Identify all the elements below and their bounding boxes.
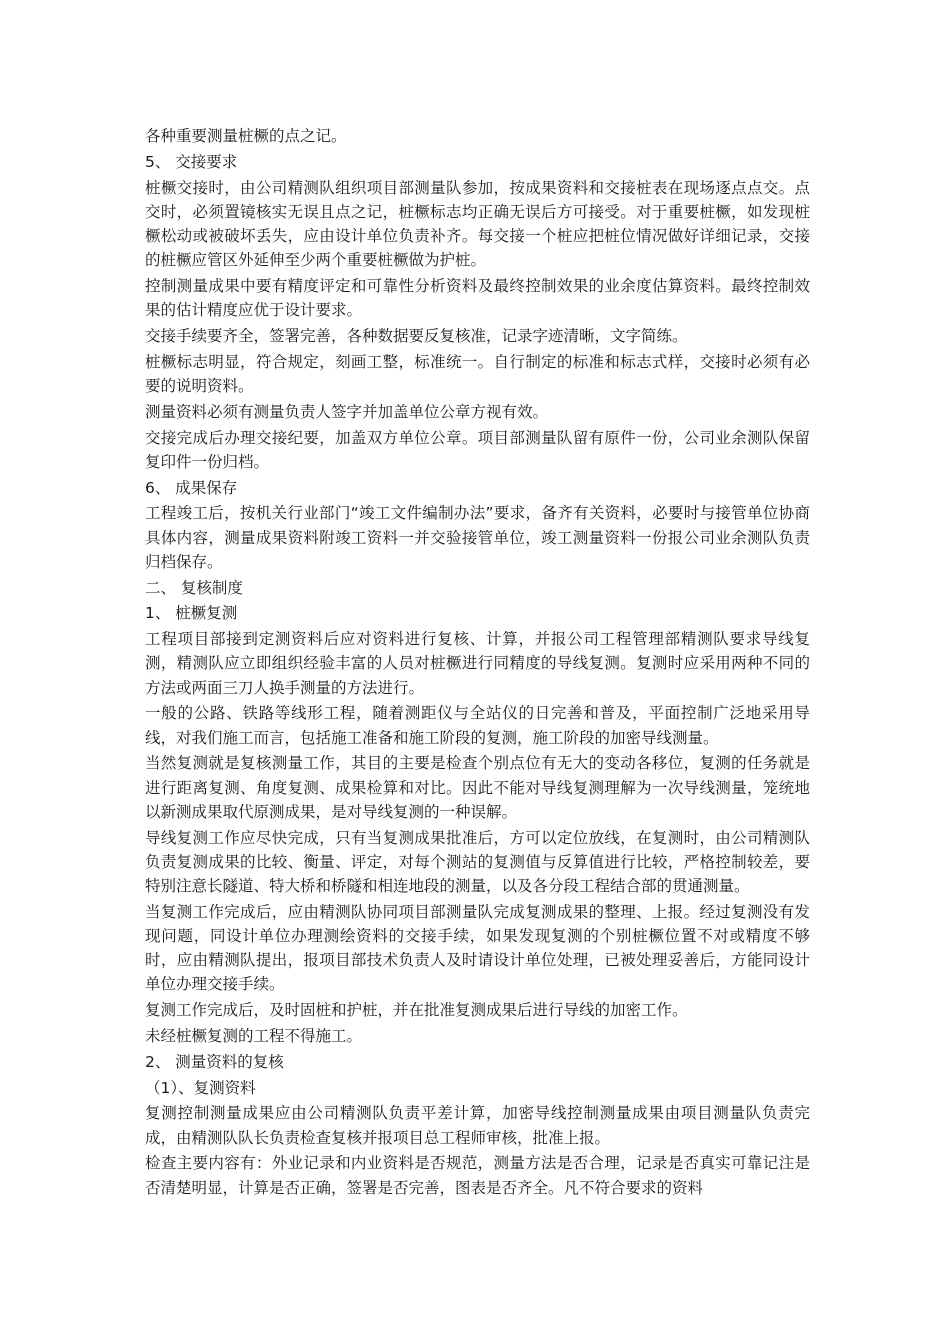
- section-heading: 1、 桩橛复测: [145, 604, 238, 623]
- chapter-heading: 二、 复核制度: [145, 578, 243, 597]
- paragraph: 控制测量成果中要有精度评定和可靠性分析资料及最终控制效果的业余度估算资料。最终控制效果的估计精度应优于设计要求。: [145, 277, 810, 320]
- paragraph: 导线复测工作应尽快完成，只有当复测成果批准后，方可以定位放线，在复测时，由公司精测队负责复测成果的比较、衡量、评定，对每个测站的复测值与反算值进行比较，严格控制较差，要特别注意长隧道、特大桥和桥隧和相连地段的测量，以及各分段工程结合部的贯通测量。: [145, 828, 810, 895]
- section-heading: 6、 成果保存: [145, 478, 238, 497]
- paragraph: 复测控制测量成果应由公司精测队负责平差计算，加密导线控制测量成果由项目测量队负责完成，由精测队队长负责检查复核并报项目总工程师审核，批准上报。: [145, 1104, 810, 1147]
- paragraph: 测量资料必须有测量负责人签字并加盖单位公章方视有效。: [145, 402, 549, 421]
- paragraph: 复测工作完成后，及时固桩和护桩，并在批准复测成果后进行导线的加密工作。: [145, 1001, 688, 1020]
- paragraph: 工程项目部接到定测资料后应对资料进行复核、计算，并报公司工程管理部精测队要求导线复测，精测队应立即组织经验丰富的人员对桩橛进行同精度的导线复测。复测时应采用两种不同的方法或两面三刀人换手测量的方法进行。: [145, 630, 810, 697]
- paragraph: 未经桩橛复测的工程不得施工。: [145, 1027, 363, 1045]
- section-heading: 2、 测量资料的复核: [145, 1052, 284, 1071]
- paragraph: 工程竣工后，按机关行业部门“竣工文件编制办法”要求，备齐有关资料，必要时与接管单位协商具体内容，测量成果资料附竣工资料一并交验接管单位，竣工测量资料一份报公司业余测队负责归档保存。: [145, 504, 810, 571]
- paragraph: 各种重要测量桩橛的点之记。: [145, 127, 347, 145]
- subsection-heading: （1）、复测资料: [145, 1078, 256, 1097]
- paragraph: 桩橛交接时，由公司精测队组织项目部测量队参加，按成果资料和交接桩表在现场逐点点交。点交时，必须置镜核实无误且点之记，桩橛标志均正确无误后方可接受。对于重要桩橛，如发现桩橛松动或被破坏丢失，应由设计单位负责补齐。每交接一个桩应把桩位情况做好详细记录，交接的桩橛应管区外延伸至少两个重要桩橛做为护桩。: [145, 178, 810, 270]
- paragraph: 检查主要内容有：外业记录和内业资料是否规范，测量方法是否合理，记录是否真实可靠记注是否清楚明显，计算是否正确，签署是否完善，图表是否齐全。凡不符合要求的资料: [145, 1154, 810, 1197]
- paragraph: 当复测工作完成后，应由精测队协同项目部测量队完成复测成果的整理、上报。经过复测没有发现问题，同设计单位办理测绘资料的交接手续，如果发现复测的个别桩橛位置不对或精度不够时，应由精测队提出，报项目部技术负责人及时请设计单位处理，已被处理妥善后，方能同设计单位办理交接手续。: [145, 902, 810, 994]
- paragraph: 交接手续要齐全，签署完善，各种数据要反复核准，记录字迹清晰，文字简练。: [145, 327, 688, 345]
- section-heading: 5、 交接要求: [145, 152, 238, 171]
- document-page: [145, 124, 810, 1201]
- paragraph: 桩橛标志明显，符合规定，刻画工整，标准统一。自行制定的标准和标志式样，交接时必须有必要的说明资料。: [145, 352, 810, 395]
- paragraph: 一般的公路、铁路等线形工程，随着测距仪与全站仪的日完善和普及，平面控制广泛地采用导线，对我们施工而言，包括施工准备和施工阶段的复测，施工阶段的加密导线测量。: [145, 704, 810, 747]
- paragraph: 交接完成后办理交接纪要，加盖双方单位公章。项目部测量队留有原件一份，公司业余测队保留复印件一份归档。: [145, 428, 810, 471]
- paragraph: 当然复测就是复核测量工作，其目的主要是检查个别点位有无大的变动各移位，复测的任务就是进行距离复测、角度复测、成果检算和对比。因此不能对导线复测理解为一次导线测量，笼统地以新测成果取代原测成果，是对导线复测的一种误解。: [145, 754, 810, 821]
